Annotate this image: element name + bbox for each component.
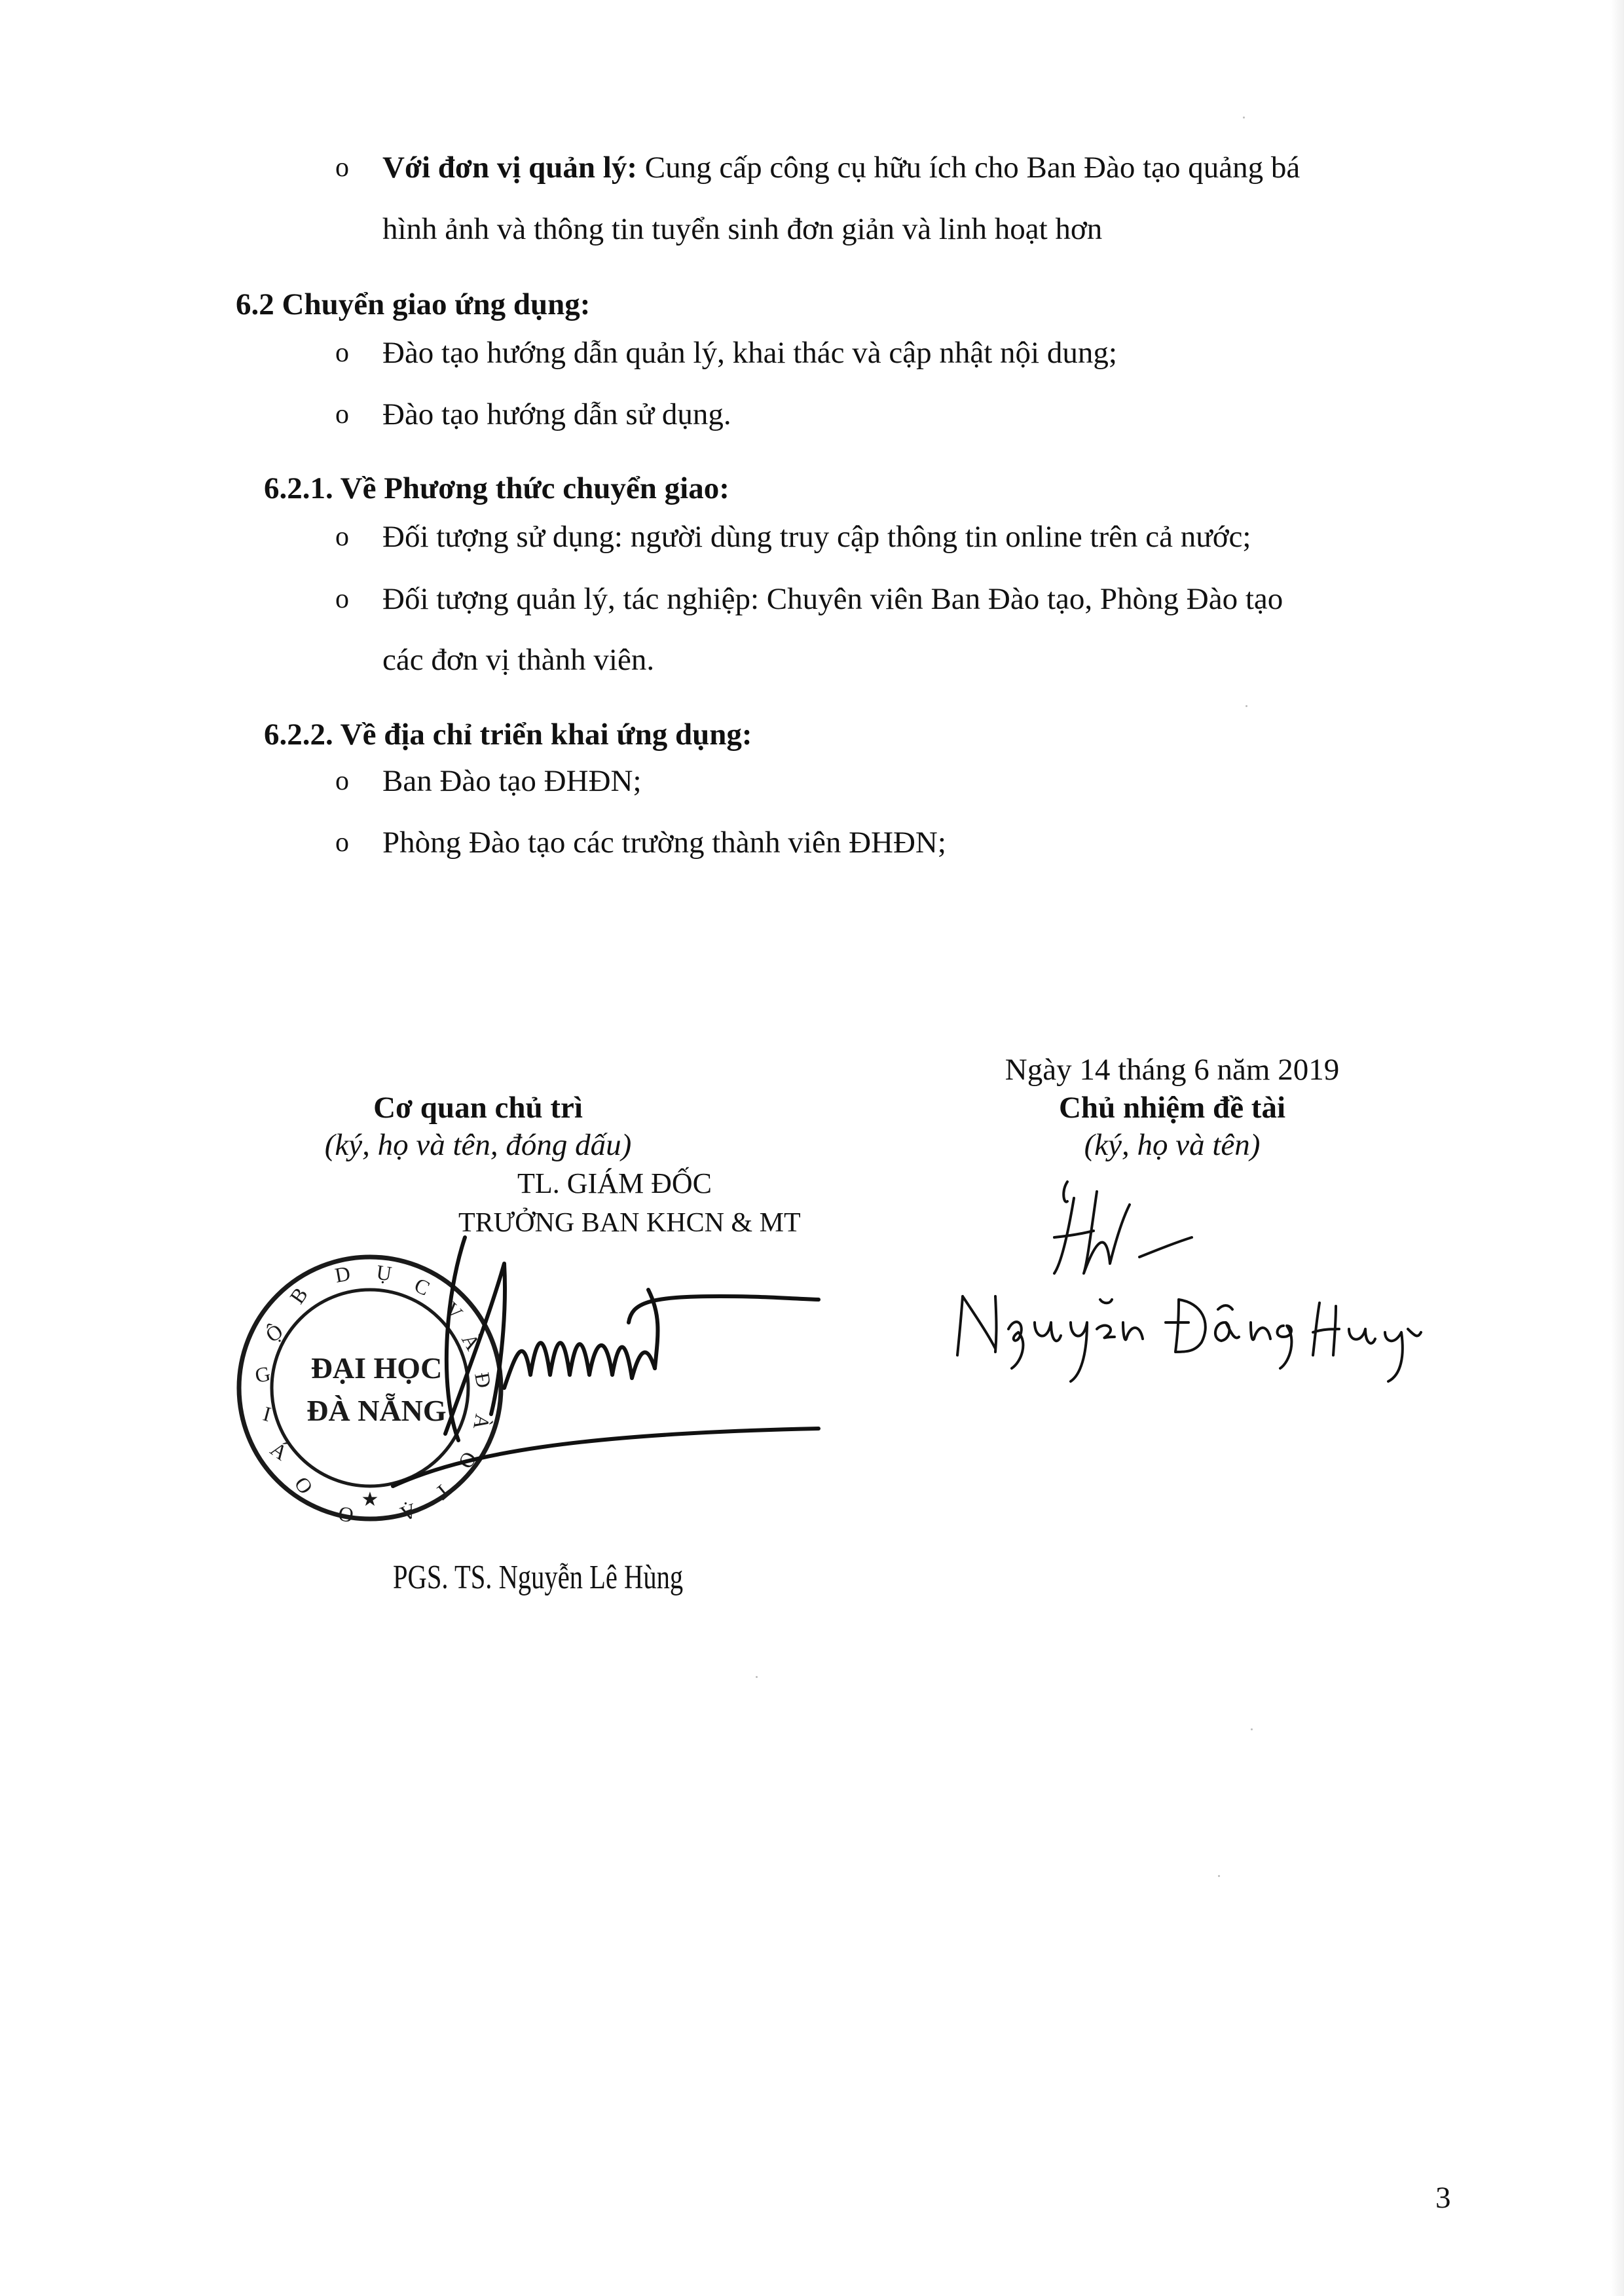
- svg-text:★: ★: [361, 1489, 379, 1510]
- seal-text-line1: ĐẠI HỌC: [310, 1351, 443, 1385]
- svg-text:Ộ: Ộ: [261, 1319, 287, 1347]
- svg-text:Ụ: Ụ: [375, 1260, 394, 1286]
- svg-text:Đ: Đ: [470, 1370, 496, 1390]
- section-heading-6-2-2: 6.2.2. Về địa chỉ triển khai ứng dụng:: [264, 718, 752, 752]
- list-bullet: o: [335, 153, 349, 183]
- list-bullet: o: [335, 338, 349, 368]
- svg-text:T: T: [431, 1478, 456, 1505]
- list-item-text: Cung cấp công cụ hữu ích cho Ban Đào tạo quảng bá: [637, 151, 1301, 185]
- svg-text:Ạ: Ạ: [397, 1499, 420, 1527]
- host-agency-title: Cơ quan chủ trì: [373, 1091, 583, 1125]
- list-bullet: o: [335, 828, 349, 858]
- page-number: 3: [1435, 2181, 1451, 2215]
- svg-text:C: C: [411, 1273, 434, 1300]
- role-head-of-board: TRƯỞNG BAN KHCN & MT: [458, 1208, 801, 1238]
- section-heading-6-2: 6.2 Chuyển giao ứng dụng:: [236, 287, 591, 321]
- list-item: Ban Đào tạo ĐHĐN;: [382, 764, 642, 798]
- svg-text:O: O: [289, 1472, 318, 1499]
- svg-text:O: O: [454, 1448, 482, 1473]
- list-bullet: o: [335, 584, 349, 614]
- list-item-continuation: hình ảnh và thông tin tuyển sinh đơn giản và linh hoạt hơn: [382, 212, 1103, 246]
- list-bullet: o: [335, 399, 349, 429]
- host-agency-note: (ký, họ và tên, đóng dấu): [324, 1128, 632, 1162]
- svg-text:D: D: [333, 1261, 352, 1287]
- project-leader-title: Chủ nhiệm đề tài: [1058, 1091, 1286, 1125]
- list-item-bold-lead: Với đơn vị quản lý:: [382, 151, 638, 185]
- scan-edge: [1611, 0, 1624, 2296]
- seal-text-line2: ĐÀ NẴNG: [306, 1394, 447, 1427]
- director-signature: [367, 1218, 825, 1493]
- list-item: Đối tượng quản lý, tác nghiệp: Chuyên viên Ban Đào tạo, Phòng Đào tạo: [382, 582, 1283, 616]
- svg-text:G: G: [253, 1361, 272, 1387]
- list-item: Phòng Đào tạo các trường thành viên ĐHĐN;: [382, 826, 946, 860]
- svg-text:À: À: [469, 1412, 495, 1432]
- project-leader-note: (ký, họ và tên): [1084, 1128, 1261, 1162]
- list-bullet: o: [335, 766, 349, 796]
- svg-text:I: I: [261, 1401, 274, 1427]
- section-heading-6-2-1: 6.2.1. Về Phương thức chuyển giao:: [264, 471, 729, 505]
- list-item-management-unit: [382, 149, 1300, 186]
- director-name: PGS. TS. Nguyễn Lê Hùng: [393, 1559, 684, 1596]
- svg-text:V: V: [439, 1297, 468, 1325]
- project-leader-signature: [943, 1165, 1460, 1388]
- list-item-continuation: các đơn vị thành viên.: [382, 643, 655, 677]
- signature-date: Ngày 14 tháng 6 năm 2019: [1005, 1053, 1340, 1087]
- list-bullet: o: [335, 522, 349, 552]
- list-item: Đào tạo hướng dẫn sử dụng.: [382, 397, 731, 431]
- svg-text:B: B: [285, 1283, 312, 1308]
- svg-text:À: À: [457, 1329, 485, 1355]
- list-item: Đào tạo hướng dẫn quản lý, khai thác và cập nhật nội dung;: [382, 336, 1117, 370]
- list-item: Đối tượng sử dụng: người dùng truy cập thông tin online trên cả nước;: [382, 520, 1251, 554]
- role-director: TL. GIÁM ĐỐC: [517, 1167, 712, 1199]
- svg-text:Á: Á: [266, 1436, 293, 1465]
- svg-text:O: O: [336, 1502, 356, 1528]
